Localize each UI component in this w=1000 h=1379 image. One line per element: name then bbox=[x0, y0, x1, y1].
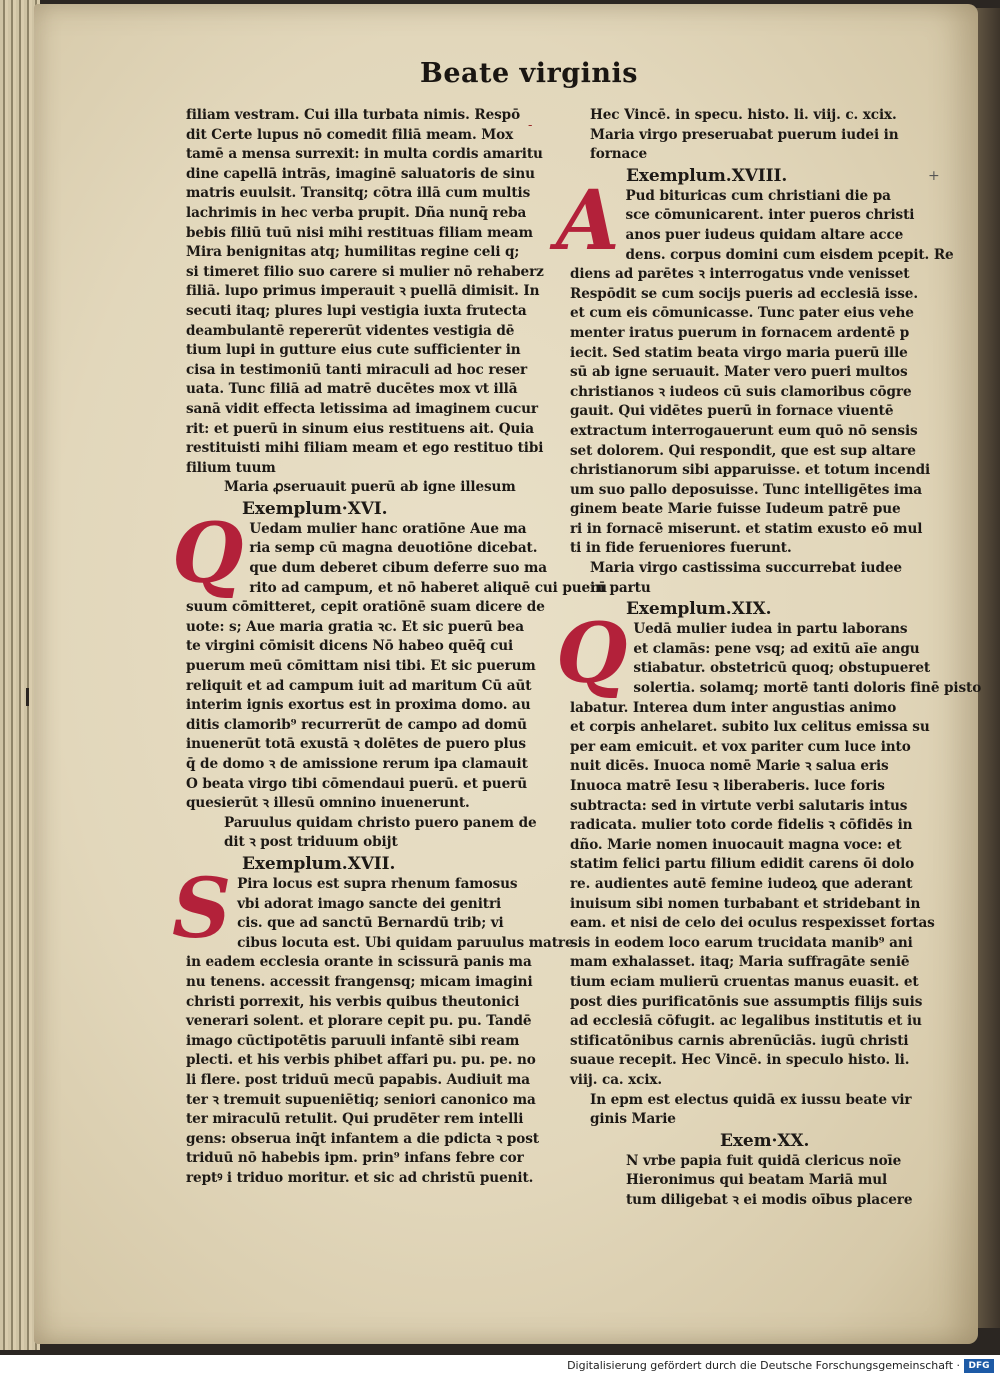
text-line: et cum eis cōmunicasse. Tunc pater eius vehe bbox=[570, 305, 914, 322]
text-line: Maria virgo preseruabat puerum iudei in bbox=[590, 126, 899, 143]
text-line: dens. corpus domini cum eisdem pcepit. Re bbox=[625, 246, 954, 263]
text-line: christianorum sibi apparuisse. et totum incendi bbox=[570, 462, 931, 479]
margin-mark: - bbox=[528, 118, 533, 133]
text-line: O beata virgo tibi cōmendaui puerū. et puerū bbox=[186, 775, 527, 792]
text-line: uata. Tunc filiā ad matrē ducētes mox vt illā bbox=[186, 381, 518, 398]
text-line: eam. et nisi de celo dei oculus respexisset fortas bbox=[570, 915, 935, 932]
text-line: ti in fide ferueniores fuerunt. bbox=[570, 540, 792, 557]
text-line: rit: et puerū in sinum eius restituens ait. Quia bbox=[186, 420, 534, 437]
text-line: vbi adorat imago sancte dei genitri bbox=[237, 895, 502, 912]
exemplum-heading: Exemplum.XVII. bbox=[242, 853, 396, 874]
text-line: dit ꝛ post triduum obijt bbox=[224, 834, 398, 851]
text-line: Inuoca matrē Iesu ꝛ liberaberis. luce foris bbox=[570, 778, 885, 794]
text-line: inuenerūt totā exustā ꝛ dolētes de puero plus bbox=[186, 736, 526, 753]
text-line: deambulantē repererūt videntes vestigia dē bbox=[186, 322, 515, 339]
intro-text bbox=[186, 106, 544, 478]
text-line: sū ab igne seruauit. Mater vero pueri multos bbox=[570, 364, 908, 381]
text-line: in partu bbox=[590, 579, 651, 596]
right-column bbox=[556, 106, 982, 1210]
text-line: bebis filiū tuū nisi mihi restituas filiam meam bbox=[186, 224, 533, 241]
text-line: Hieronimus qui beatam Mariā mul bbox=[626, 1172, 888, 1189]
text-line: plecti. et his verbis phibet affari pu. pu. pe. no bbox=[186, 1052, 536, 1069]
text-line: cis. que ad sanctū Bernardū trib; vi bbox=[237, 915, 504, 932]
text-line: tum diligebat ꝛ ei modis oībus placere bbox=[626, 1191, 913, 1208]
text-line: Uedam mulier hanc oratiōne Aue ma bbox=[249, 520, 527, 537]
text-line: sce cōmunicarent. inter pueros christi bbox=[625, 207, 915, 224]
text-line: filiā. lupo primus imperauit ꝛ puellā dimisit. In bbox=[186, 283, 540, 300]
text-line: cibus locuta est. Ubi quidam paruulus matre bbox=[237, 934, 574, 951]
text-line: extractum interrogauerunt eum quō nō sensis bbox=[570, 422, 918, 439]
text-line: labatur. Interea dum inter angustias animo bbox=[570, 699, 897, 716]
text-line: Pud bituricas cum christiani die pa bbox=[625, 187, 891, 204]
margin-tick bbox=[26, 688, 29, 706]
text-line: suaue recepit. Hec Vincē. in speculo histo. li. bbox=[570, 1052, 910, 1069]
text-line: Hec Vincē. in specu. histo. li. viij. c. xcix. bbox=[590, 107, 897, 123]
text-line: Pira locus est supra rhenum famosus bbox=[237, 875, 518, 892]
illuminated-initial: S bbox=[172, 860, 232, 957]
text-line: filium tuum bbox=[186, 459, 276, 476]
text-line: Maria virgo castissima succurrebat iudee bbox=[590, 560, 902, 577]
text-line: reptꝰ i triduo moritur. et sic ad christū puenit. bbox=[186, 1169, 534, 1186]
text-line: li flere. post triduū mecū papabis. Audiuit ma bbox=[186, 1071, 530, 1088]
text-line: et clamās: pene vsq; ad exitū aīe angu bbox=[633, 640, 920, 657]
exemplum-heading: Exemplum·XVI. bbox=[242, 498, 388, 519]
text-line: secuti itaq; plures lupi vestigia iuxta frutecta bbox=[186, 302, 527, 319]
text-line: lachrimis in hec verba prupit. Dña nunq̄ reba bbox=[186, 204, 527, 221]
text-line: ginem beate Marie fuisse Iudeum patrē pue bbox=[570, 501, 901, 518]
text-line: stiabatur. obstetricū quoq; obstupueret bbox=[633, 660, 931, 677]
text-line: que dum deberet cibum deferre suo ma bbox=[249, 560, 547, 577]
text-line: imago cūctipotētis paruuli infantē sibi ream bbox=[186, 1032, 520, 1049]
text-line: cisa in testimoniū tanti miraculi ad hoc reser bbox=[186, 361, 528, 378]
text-line: q̄ de domo ꝛ de amissione rerum ipa clamauit bbox=[186, 756, 528, 772]
text-line: post dies purificatōnis sue assumptis filijs suis bbox=[570, 993, 923, 1010]
text-line: sanā vidit effecta letissima ad imaginem cucur bbox=[186, 400, 538, 417]
text-line: inuisum sibi nomen turbabant et stridebant in bbox=[570, 895, 921, 912]
text-line: Uedā mulier iudea in partu laborans bbox=[633, 621, 908, 638]
intro-text bbox=[570, 106, 920, 165]
text-line: viij. ca. xcix. bbox=[570, 1071, 663, 1088]
text-line: matris euulsit. Transitq; cōtra illā cum multis bbox=[186, 185, 531, 202]
text-line: Paruulus quidam christo puero panem de bbox=[224, 814, 537, 831]
text-line: diens ad parētes ꝛ interrogatus vnde venisset bbox=[570, 266, 910, 283]
text-line: dine capellā intrās, imaginē saluatoris de sinu bbox=[186, 165, 535, 182]
text-line: ria semp cū magna deuotiōne dicebat. bbox=[249, 540, 538, 557]
text-line: tium lupi in gutture eius cute sufficienter in bbox=[186, 342, 521, 359]
text-line: venerari solent. et plorare cepit pu. pu. Tandē bbox=[186, 1013, 532, 1030]
text-line: christi porrexit, his verbis quibus theutonici bbox=[186, 993, 520, 1010]
text-line: christianos ꝛ iudeos cū suis clamoribus cōgre bbox=[570, 383, 912, 400]
text-line: et corpis anhelaret. subito lux celitus emissa su bbox=[570, 719, 930, 736]
running-head: Beate virginis bbox=[420, 58, 638, 89]
text-line: set dolorem. Qui respondit, que est sup altare bbox=[570, 442, 916, 459]
text-line: ri in fornacē miserunt. et statim exusto eō mul bbox=[570, 520, 923, 537]
text-line: reliquit et ad campum iuit ad maritum Cū aūt bbox=[186, 677, 532, 694]
text-line: te virgini cōmisit dicens Nō habeo quēq̄ cui bbox=[186, 638, 514, 655]
text-line: nu tenens. accessit frangensq; micam imagini bbox=[186, 973, 533, 990]
text-line: interim ignis exortus est in proxima domo. au bbox=[186, 697, 531, 714]
left-column bbox=[172, 106, 607, 1188]
text-line: filiam vestram. Cui illa turbata nimis. Respō bbox=[186, 107, 521, 123]
text-line: iecit. Sed statim beata virgo maria puerū ille bbox=[570, 344, 908, 361]
text-line: uote: s; Aue maria gratia ꝛc. Et sic puerū bea bbox=[186, 618, 524, 635]
text-line: triduū nō habebis ipm. prin⁹ infans febre cor bbox=[186, 1150, 524, 1167]
text-line: fornace bbox=[590, 146, 647, 163]
text-line: um suo pallo deposuisse. Tunc intelligētes ima bbox=[570, 481, 922, 498]
text-line: dño. Marie nomen inuocauit magna voce: et bbox=[570, 836, 902, 853]
text-line: ter miraculū retulit. Qui prudēter rem intelli bbox=[186, 1111, 524, 1128]
text-line: mam exhalasset. itaq; Maria suffragāte seniē bbox=[570, 954, 910, 971]
dfg-logo: DFG bbox=[964, 1359, 994, 1373]
rubric-block bbox=[570, 559, 920, 598]
text-line: restituisti mihi filiam meam et ego restituo tibi bbox=[186, 440, 544, 457]
text-line: In epm est electus quidā ex iussu beate vir bbox=[590, 1091, 912, 1108]
margin-cross: + bbox=[928, 168, 940, 184]
text-line: puerum meū cōmittam nisi tibi. Et sic puerum bbox=[186, 658, 536, 675]
text-line: solertia. solamq; mortē tanti doloris finē pisto bbox=[633, 680, 982, 697]
rubric-line: Maria ꝓseruauit puerū ab igne illesum bbox=[224, 479, 516, 496]
text-line: in eadem ecclesia orante in scissurā panis ma bbox=[186, 954, 532, 971]
text-line: ter ꝛ tremuit supueniētiq; seniori canonico ma bbox=[186, 1091, 536, 1108]
text-line: suum cōmitteret, cepit oratiōnē suam dicere de bbox=[186, 599, 545, 616]
exemplum-heading: Exemplum.XVIII. bbox=[626, 165, 788, 186]
illuminated-initial: A bbox=[556, 172, 620, 269]
text-line: sis in eodem loco earum trucidata manib⁹ ani bbox=[570, 934, 913, 951]
text-line: tamē a mensa surrexit: in multa cordis amaritu bbox=[186, 146, 543, 163]
text-line: N vrbe papia fuit quidā clericus noīe bbox=[626, 1152, 902, 1169]
text-line: per eam emicuit. et vox pariter cum luce into bbox=[570, 738, 911, 755]
text-line: dit Certe lupus nō comedit filiā meam. Mox bbox=[186, 126, 514, 143]
illuminated-initial: Q bbox=[172, 505, 244, 602]
text-line: ginis Marie bbox=[590, 1111, 676, 1128]
text-line: stificatōnibus carnis abrenūciās. iugū christi bbox=[570, 1032, 909, 1049]
rubric-block bbox=[570, 1091, 920, 1130]
text-line: radicata. mulier toto corde fidelis ꝛ cōfidēs in bbox=[570, 817, 913, 834]
text-line: ditis clamorib⁹ recurrerūt de campo ad domū bbox=[186, 716, 527, 733]
funding-credit: Digitalisierung gefördert durch die Deutsche Forschungsgemeinschaft · bbox=[567, 1359, 960, 1372]
text-line: gauit. Qui vidētes puerū in fornace viuentē bbox=[570, 403, 894, 420]
text-line: gens: obserua inq̄t infantem a die pdicta ꝛ post bbox=[186, 1130, 539, 1147]
text-line: quesierūt ꝛ illesū omnino inuenerunt. bbox=[186, 795, 470, 812]
illuminated-initial: Q bbox=[556, 606, 628, 703]
text-line: subtracta: sed in virtute verbi salutaris intus bbox=[570, 797, 908, 814]
text-line: menter iratus puerum in fornacem ardentē p bbox=[570, 324, 910, 341]
text-line: Mira benignitas atq; humilitas regine celi q; bbox=[186, 244, 520, 261]
text-line: ad ecclesiā cōfugit. ac legalibus institutis et iu bbox=[570, 1013, 922, 1030]
text-line: si timeret filio suo carere si mulier nō rehaberz bbox=[186, 263, 544, 280]
exemplum-20 bbox=[570, 1152, 920, 1211]
exemplum-heading: Exem·XX. bbox=[720, 1130, 810, 1151]
exemplum-heading: Exemplum.XIX. bbox=[626, 599, 772, 620]
rubric-block bbox=[186, 814, 536, 853]
text-line: re. audientes autē femine iudeoꝝ que aderant bbox=[570, 875, 913, 892]
text-line: rito ad campum, et nō haberet aliquē cui puerū bbox=[249, 579, 607, 596]
text-line: nuit dicēs. Inuoca nomē Marie ꝛ salua eris bbox=[570, 758, 889, 775]
text-line: anos puer iudeus quidam altare acce bbox=[625, 226, 904, 243]
text-line: Respōdit se cum socijs pueris ad ecclesiā isse. bbox=[570, 285, 918, 302]
text-line: statim felici partu filium edidit carens ōi dolo bbox=[570, 856, 915, 873]
text-line: tium eciam mulierū cruentas manus euasit. et bbox=[570, 973, 919, 990]
